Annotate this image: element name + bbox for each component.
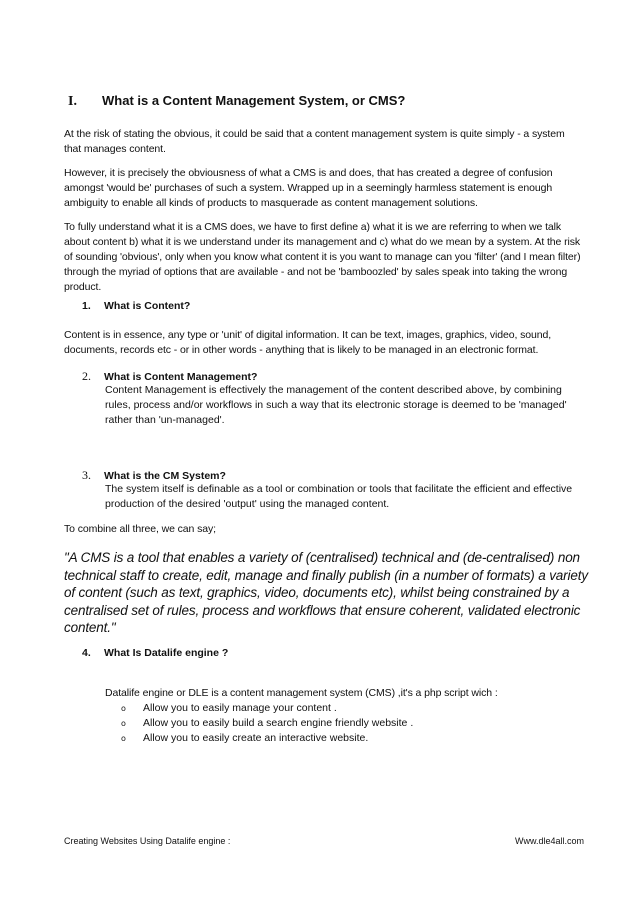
- list-item-text: Allow you to easily create an interactive website.: [143, 732, 369, 744]
- paragraph-content-definition: Content is in essence, any type or 'unit' of digital information. It can be text, images, graphics, video, sound, documents, records etc - or in other words - anything that is likely to be managed in an electronic format.: [64, 329, 552, 356]
- paragraph-content-management: Content Management is effectively the management of the content described above, by combining rules, process and/or workflows in such a way that its electronic storage is deemed to be 'managed' rather than 'un-managed'.: [105, 384, 567, 426]
- cms-definition-quote: "A CMS is a tool that enables a variety of (centralised) technical and (de-centralised) non technical staff to create, edit, manage and finally publish (in a number of formats) a variety of content (such as text, graphics, video, documents etc), whilst being constrained by a centralised set of rules, process and workflows that ensure coherent, validated electronic content.": [64, 550, 588, 635]
- list-item-text: Allow you to easily manage your content .: [143, 702, 337, 714]
- subheading-title: What is the CM System?: [104, 470, 226, 482]
- list-item: [121, 716, 413, 731]
- subheading-datalife: [82, 647, 228, 659]
- subheading-cm-system: [82, 468, 226, 483]
- bullet-marker: o: [121, 734, 126, 743]
- footer-website: Www.dle4all.com: [514, 836, 584, 846]
- subheading-title: What is Content?: [104, 300, 191, 312]
- subheading-number: 2.: [82, 369, 91, 383]
- footer-left-text: Creating Websites Using Datalife engine :: [64, 836, 231, 846]
- paragraph-datalife: Datalife engine or DLE is a content management system (CMS) ,it's a php script wich :: [105, 687, 498, 699]
- paragraph-understanding: To fully understand what it is a CMS does, we have to first define a) what it is we are referring to when we talk about content b) what it is we understand under its management and c) what do we mean by a system. At the risk of sounding 'obvious', only when you know what content it is you want to manage can you 'filter' (and I mean filter) through the myriad of options that are available - and not be 'bamboozled' by sales speak into taking the wrong product.: [64, 221, 581, 293]
- subheading-content-management: [82, 369, 257, 384]
- subheading-number: 3.: [82, 468, 91, 482]
- section-title: What is a Content Management System, or CMS?: [102, 93, 406, 108]
- list-item: [121, 701, 337, 716]
- subheading-number: 1.: [82, 300, 91, 312]
- bullet-marker: o: [121, 719, 126, 728]
- paragraph-combine: To combine all three, we can say;: [64, 523, 216, 535]
- subheading-number: 4.: [82, 647, 91, 659]
- section-number: I.: [68, 94, 77, 109]
- subheading-content: [82, 300, 190, 312]
- paragraph-cm-system: The system itself is definable as a tool or combination or tools that facilitate the efficient and effective production of the desired 'output' using the managed content.: [105, 483, 573, 510]
- paragraph-obviousness: However, it is precisely the obviousness of what a CMS is and does, that has created a degree of confusion amongst 'would be' purchases of such a system. Wrapped up in a seemingly harmless statement is enough ambiguity to enable all kinds of products to masquerade as content management solutions.: [64, 167, 553, 209]
- list-item: [121, 731, 368, 746]
- section-heading: [68, 93, 405, 110]
- bullet-marker: o: [121, 704, 126, 713]
- subheading-title: What is Content Management?: [104, 371, 258, 383]
- list-item-text: Allow you to easily build a search engine friendly website .: [143, 717, 414, 729]
- subheading-title: What Is Datalife engine ?: [104, 647, 229, 659]
- paragraph-intro: At the risk of stating the obvious, it could be said that a content management system is quite simply - a system that manages content.: [64, 128, 565, 155]
